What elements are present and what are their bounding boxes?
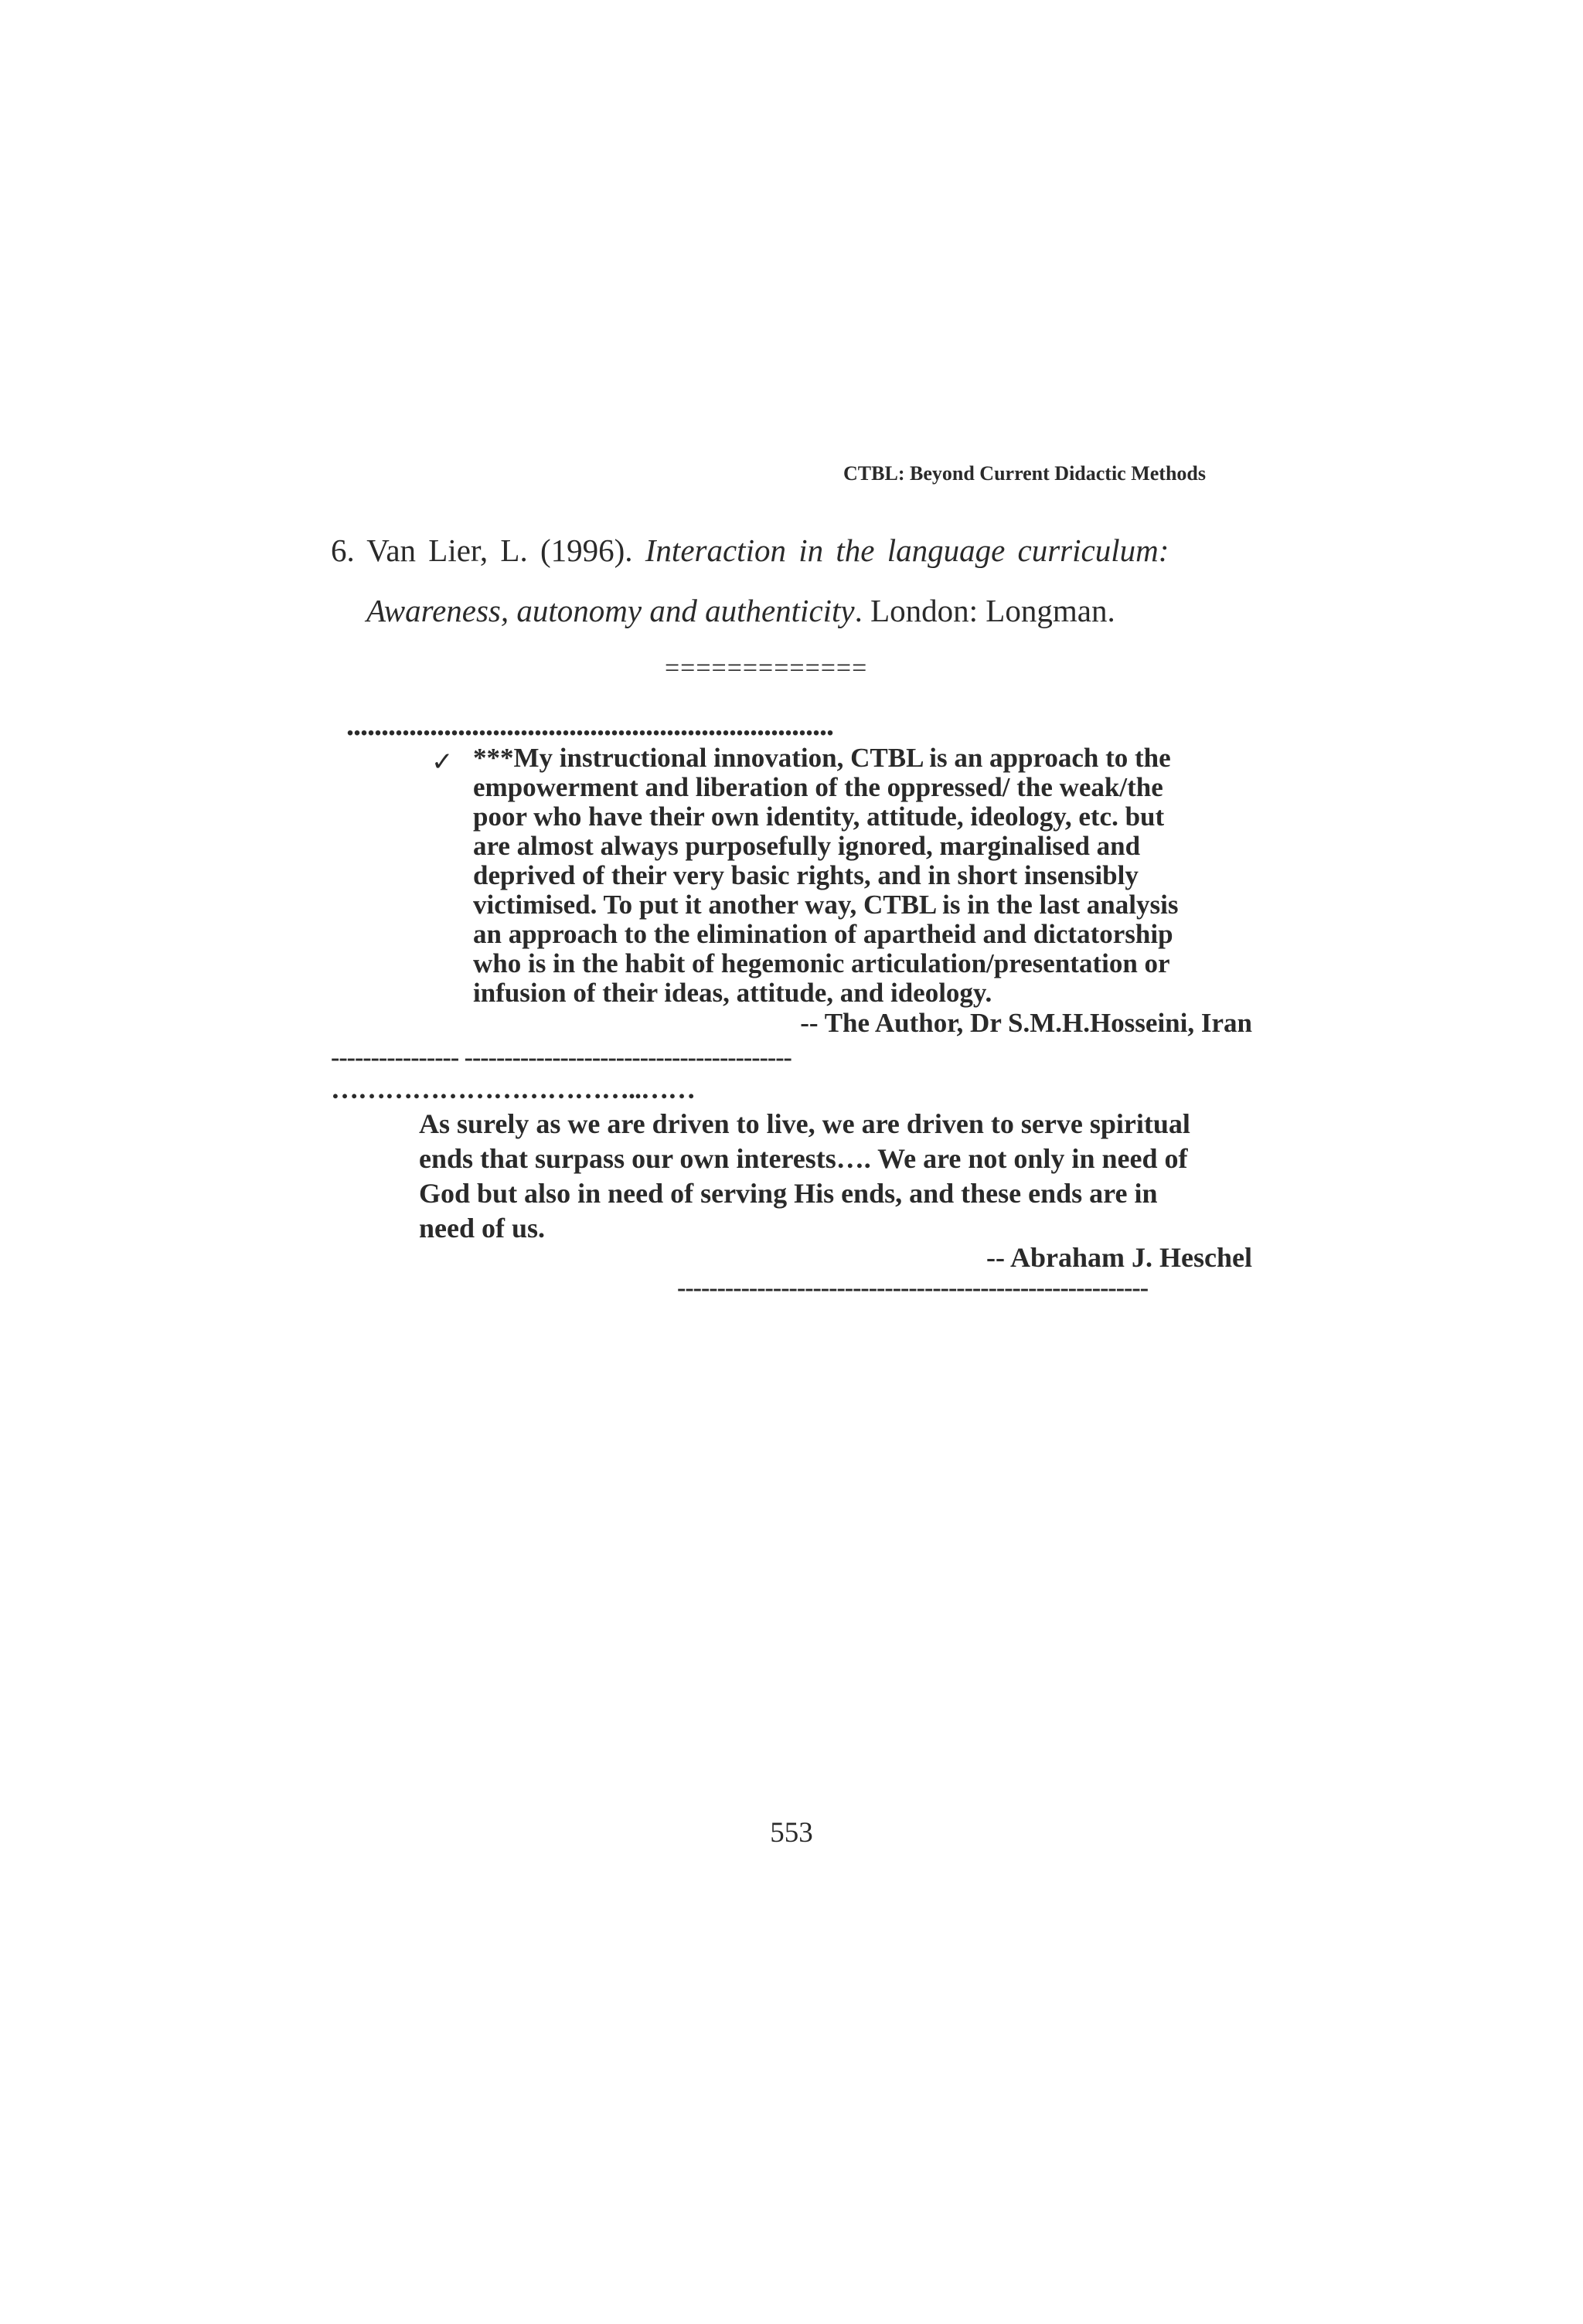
author-quote-line: ***My instructional innovation, CTBL is an approach to the bbox=[473, 743, 1171, 773]
separator-equals: ============= bbox=[665, 654, 868, 682]
heschel-quote-line: ends that surpass our own interests…. We are not only in need of bbox=[419, 1143, 1188, 1174]
reference-line-1 bbox=[331, 532, 1258, 569]
heschel-quote-attribution: -- Abraham J. Heschel bbox=[986, 1242, 1252, 1273]
author-quote-line: deprived of their very basic rights, and in short insensibly bbox=[473, 860, 1139, 890]
reference-line-2 bbox=[366, 592, 1294, 629]
reference-number: 6. bbox=[331, 533, 355, 568]
dash-separator: ---------------- ----------------------------------------- bbox=[331, 1043, 792, 1072]
author-quote-line: infusion of their ideas, attitude, and ideology. bbox=[473, 978, 992, 1008]
heschel-quote-line: need of us. bbox=[419, 1213, 546, 1244]
author-quote-line: an approach to the elimination of apartheid and dictatorship bbox=[473, 919, 1173, 949]
heschel-quote bbox=[419, 1107, 1269, 1246]
reference-authors-year: Van Lier, L. (1996). bbox=[366, 533, 633, 568]
author-quote-line: empowerment and liberation of the oppressed/ the weak/the bbox=[473, 772, 1163, 802]
dots-separator-mid: ……………………………..…… bbox=[331, 1074, 695, 1104]
author-quote-line: who is in the habit of hegemonic articulation/presentation or bbox=[473, 948, 1170, 978]
heschel-quote-line: As surely as we are driven to live, we are driven to serve spiritual bbox=[419, 1108, 1190, 1139]
author-quote bbox=[473, 743, 1269, 1008]
checkmark-icon: ✓ bbox=[431, 747, 454, 778]
dots-separator-top: ...................................................................... bbox=[346, 707, 833, 742]
author-quote-line: poor who have their own identity, attitude, ideology, etc. but bbox=[473, 801, 1165, 832]
author-quote-attribution: -- The Author, Dr S.M.H.Hosseini, Iran bbox=[800, 1008, 1252, 1038]
dash-separator-bottom: ----------------------------------------------------------- bbox=[677, 1274, 1149, 1302]
running-head: CTBL: Beyond Current Didactic Methods bbox=[843, 462, 1206, 485]
heschel-quote-line: God but also in need of serving His ends, and these ends are in bbox=[419, 1178, 1158, 1209]
reference-publisher: . London: Longman. bbox=[854, 593, 1115, 628]
page-number: 553 bbox=[770, 1817, 813, 1849]
author-quote-line: victimised. To put it another way, CTBL is in the last analysis bbox=[473, 890, 1179, 920]
reference-title-part2: Awareness, autonomy and authenticity bbox=[366, 593, 855, 628]
reference-title-part1: Interaction in the language curriculum: bbox=[645, 533, 1169, 568]
author-quote-line: are almost always purposefully ignored, marginalised and bbox=[473, 831, 1141, 861]
